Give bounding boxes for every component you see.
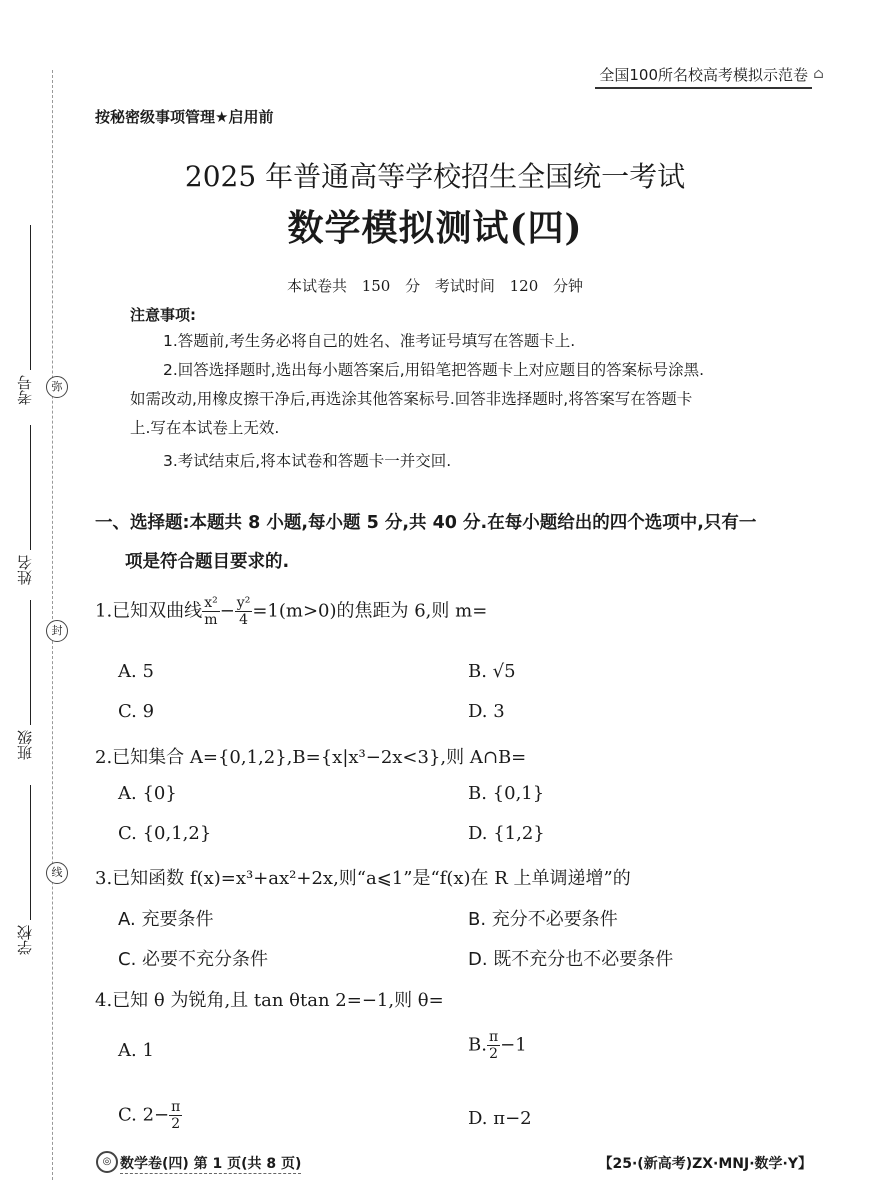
question-1-stem <box>95 596 487 627</box>
q1-option-c[interactable]: C. 9 <box>118 701 155 722</box>
q1-fraction-x: $\frac{\text{x²}}{m}$ <box>204 595 218 628</box>
section-heading-line-1: 一、选择题:本题共 8 小题,每小题 5 分,共 40 分.在每小题给出的四个选项中,只有一 <box>95 513 757 533</box>
question-4-stem: 4.已知 θ 为锐角,且 tan θtan 2=−1,则 θ= <box>95 990 444 1011</box>
q1-prefix: 1.已知双曲线 <box>95 600 203 622</box>
margin-name-blank[interactable] <box>30 425 31 550</box>
notice-heading: 注意事项: <box>130 306 196 324</box>
notice-line-2: 2.回答选择题时,选出每小题答案后,用铅笔把答题卡上对应题目的答案标号涂黑. <box>163 361 705 379</box>
margin-class-blank[interactable] <box>30 600 31 725</box>
q3-option-b[interactable]: B. 充分不必要条件 <box>468 909 618 930</box>
notice-line-3: 如需改动,用橡皮擦干净后,再选涂其他答案标号.回答非选择题时,将答案写在答题卡 <box>130 390 693 408</box>
q2-option-d[interactable]: D. {1,2} <box>468 823 545 844</box>
notice-line-1: 1.答题前,考生务必将自己的姓名、准考证号填写在答题卡上. <box>163 332 576 350</box>
footer-code: 【25·(新高考)ZX·MNJ·数学·Y】 <box>598 1156 812 1172</box>
brand-mountain-icon: ⌂ <box>813 66 824 82</box>
q1-option-a[interactable]: A. 5 <box>118 661 154 682</box>
seal-xian: 线 <box>46 862 68 884</box>
seal-feng: 封 <box>46 620 68 642</box>
q2-option-b[interactable]: B. {0,1} <box>468 783 545 804</box>
section-heading-line-2: 项是符合题目要求的. <box>125 552 290 572</box>
q1-suffix: =1(m>0)的焦距为 6,则 m= <box>252 600 488 622</box>
q3-option-d[interactable]: D. 既不充分也不必要条件 <box>468 949 674 970</box>
q3-option-a[interactable]: A. 充要条件 <box>118 909 214 930</box>
confidential-note: 按秘密级事项管理★启用前 <box>95 108 274 126</box>
q4-option-b[interactable]: B. $\frac{\pi}{2}$ −1 <box>468 1029 527 1062</box>
q4-option-d[interactable]: D. π−2 <box>468 1108 532 1129</box>
seal-mi: 弥 <box>46 376 68 398</box>
q4-c-fraction: $\frac{\pi}{2}$ <box>171 1099 181 1132</box>
exam-subtitle: 数学模拟测试(四) <box>287 207 583 249</box>
margin-field-class: 班级 <box>16 730 34 760</box>
q1-option-b[interactable]: B. √5 <box>468 661 516 682</box>
margin-field-name: 姓名 <box>16 555 34 585</box>
exam-title: 2025 年普通高等学校招生全国统一考试 <box>184 160 686 193</box>
q1-option-d[interactable]: D. 3 <box>468 701 505 722</box>
margin-field-exam-number: 考号 <box>16 375 34 405</box>
q4-b-fraction: $\frac{\pi}{2}$ <box>488 1029 499 1062</box>
q3-option-c[interactable]: C. 必要不充分条件 <box>118 949 269 970</box>
exam-info: 本试卷共 150 分 考试时间 120 分钟 <box>286 277 584 295</box>
margin-field-school: 学校 <box>16 925 34 955</box>
q4-option-c[interactable]: C. 2− $\frac{\pi}{2}$ <box>118 1099 181 1132</box>
q1-fraction-y: $\frac{\text{y²}}{4}$ <box>236 595 251 628</box>
q4-option-a[interactable]: A. 1 <box>118 1040 154 1061</box>
q1-minus: − <box>219 600 235 622</box>
notice-line-4: 上.写在本试卷上无效. <box>130 419 280 437</box>
margin-school-blank[interactable] <box>30 785 31 920</box>
q2-option-a[interactable]: A. {0} <box>118 783 177 804</box>
footer-logo-icon: ◎ <box>96 1151 118 1173</box>
question-2-stem: 2.已知集合 A={0,1,2},B={x|x³−2x<3},则 A∩B= <box>95 747 527 768</box>
brand-title: 全国100所名校高考模拟示范卷 <box>595 64 812 89</box>
question-3-stem: 3.已知函数 f(x)=x³+ax²+2x,则“a⩽1”是“f(x)在 R 上单调递增”的 <box>95 868 631 889</box>
footer-page-info: 数学卷(四) 第 1 页(共 8 页) <box>120 1153 301 1174</box>
notice-line-5: 3.考试结束后,将本试卷和答题卡一并交回. <box>163 452 452 470</box>
q2-option-c[interactable]: C. {0,1,2} <box>118 823 212 844</box>
